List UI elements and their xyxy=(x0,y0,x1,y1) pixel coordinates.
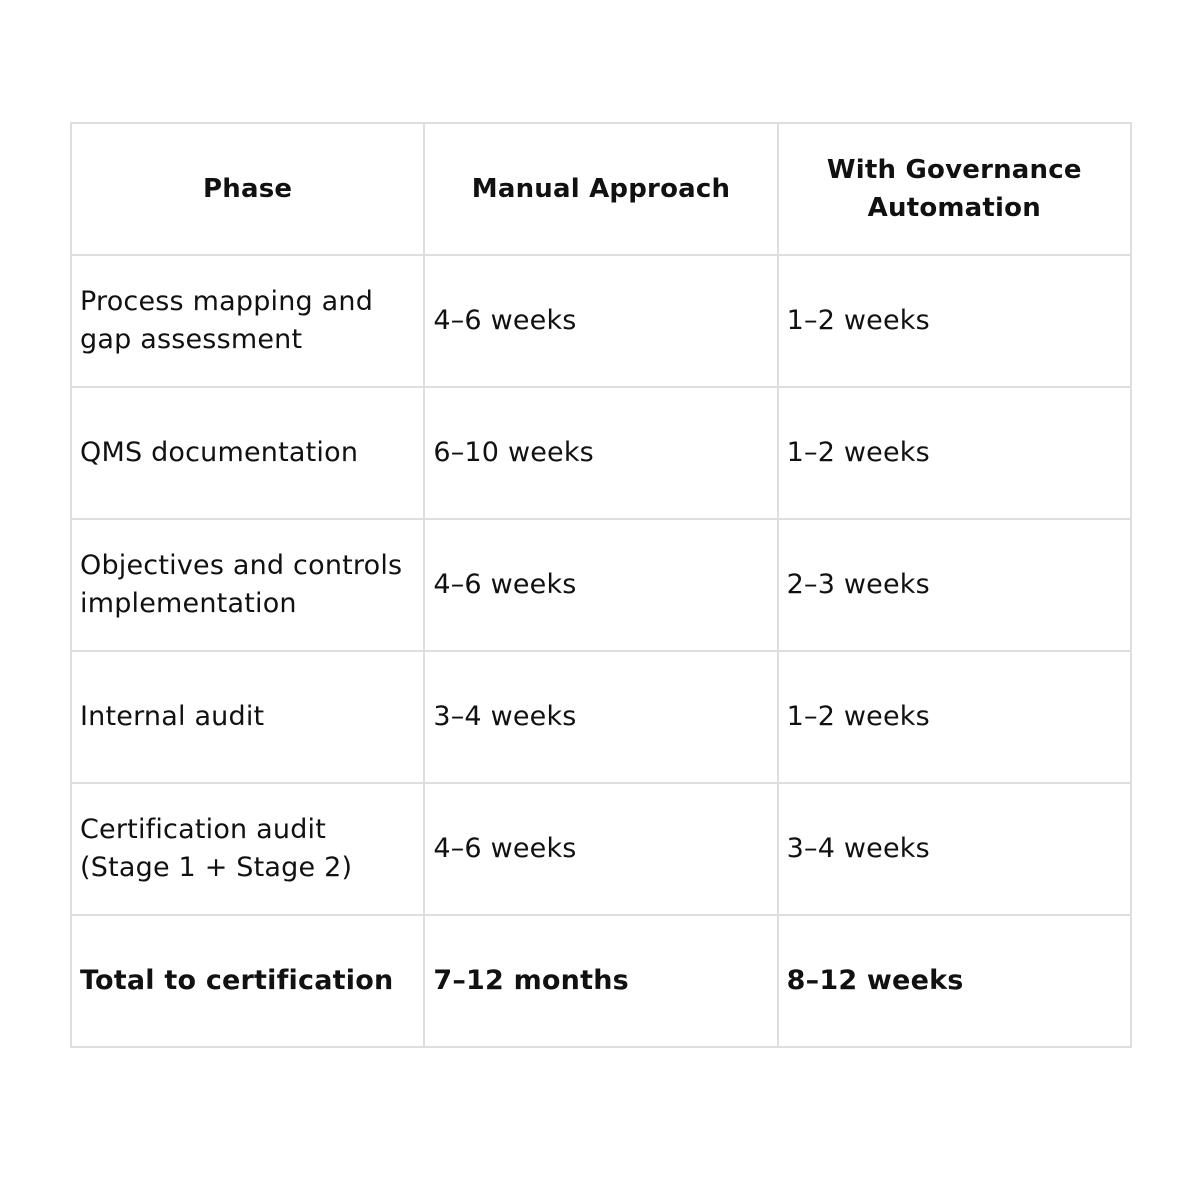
table-row xyxy=(71,783,1131,915)
total-manual-cell: 7–12 months xyxy=(424,915,777,1047)
table-row xyxy=(71,387,1131,519)
table-row xyxy=(71,255,1131,387)
phase-cell: QMS documentation xyxy=(71,387,424,519)
automation-cell: 1–2 weeks xyxy=(778,387,1131,519)
phase-cell: Process mapping and gap assessment xyxy=(71,255,424,387)
header-row xyxy=(71,123,1131,255)
phase-cell: Objectives and controls implementation xyxy=(71,519,424,651)
phase-cell: Internal audit xyxy=(71,651,424,783)
header-phase: Phase xyxy=(71,123,424,255)
manual-cell: 4–6 weeks xyxy=(424,519,777,651)
table-row xyxy=(71,651,1131,783)
total-automation-cell: 8–12 weeks xyxy=(778,915,1131,1047)
automation-cell: 1–2 weeks xyxy=(778,651,1131,783)
phase-cell: Certification audit (Stage 1 + Stage 2) xyxy=(71,783,424,915)
manual-cell: 4–6 weeks xyxy=(424,255,777,387)
automation-cell: 3–4 weeks xyxy=(778,783,1131,915)
manual-cell: 3–4 weeks xyxy=(424,651,777,783)
total-phase-cell: Total to certification xyxy=(71,915,424,1047)
comparison-table xyxy=(70,122,1132,1048)
header-manual-approach: Manual Approach xyxy=(424,123,777,255)
header-governance-automation: With Governance Automation xyxy=(778,123,1131,255)
automation-cell: 1–2 weeks xyxy=(778,255,1131,387)
automation-cell: 2–3 weeks xyxy=(778,519,1131,651)
manual-cell: 4–6 weeks xyxy=(424,783,777,915)
manual-cell: 6–10 weeks xyxy=(424,387,777,519)
table-row xyxy=(71,519,1131,651)
total-row xyxy=(71,915,1131,1047)
